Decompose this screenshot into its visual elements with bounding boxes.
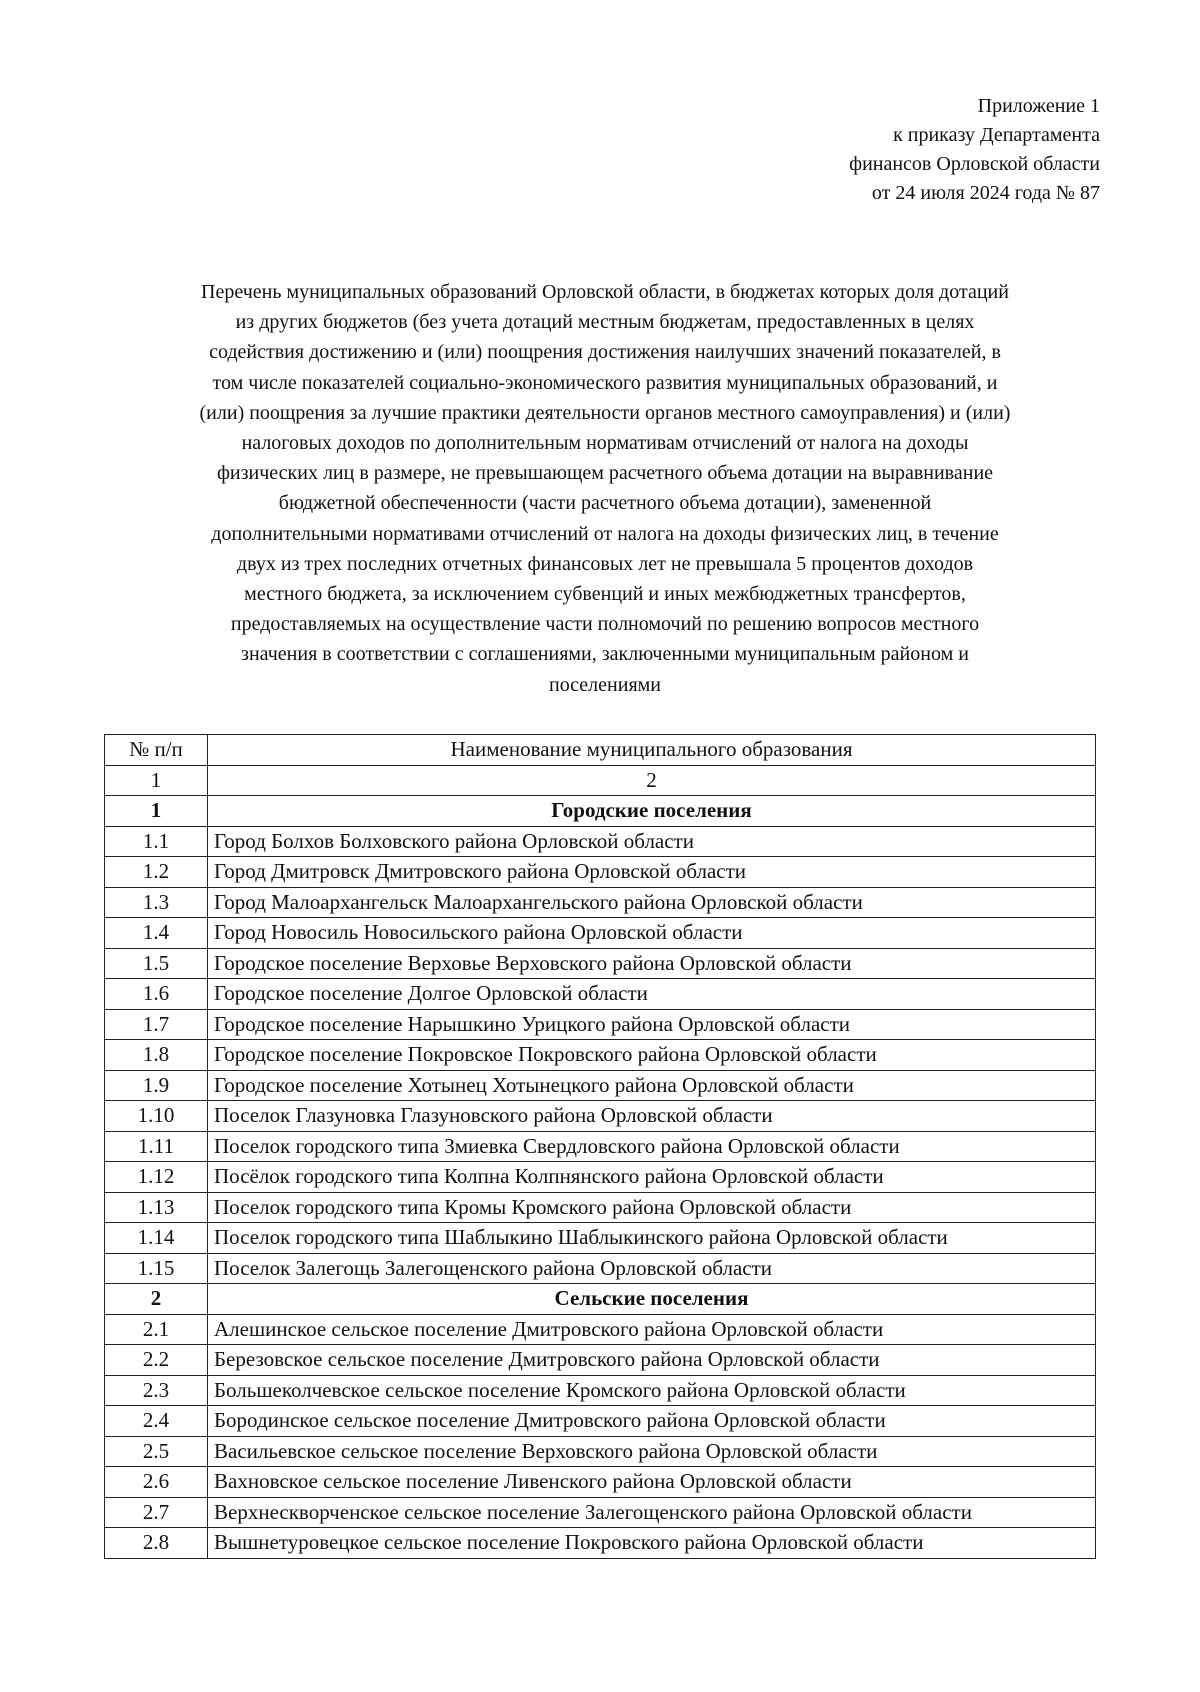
table-row bbox=[105, 1406, 1096, 1437]
row-num: 2.3 bbox=[105, 1375, 208, 1406]
row-name: Вахновское сельское поселение Ливенского района Орловской области bbox=[208, 1467, 1096, 1498]
row-num: 1.15 bbox=[105, 1253, 208, 1284]
table-row bbox=[105, 1040, 1096, 1071]
row-name: Городское поселение Нарышкино Урицкого района Орловской области bbox=[208, 1009, 1096, 1040]
row-name: Березовское сельское поселение Дмитровского района Орловской области bbox=[208, 1345, 1096, 1376]
row-num: 1.11 bbox=[105, 1131, 208, 1162]
row-name: Городское поселение Долгое Орловской области bbox=[208, 979, 1096, 1010]
row-name: Васильевское сельское поселение Верховского района Орловской области bbox=[208, 1436, 1096, 1467]
section-row-rural bbox=[105, 1284, 1096, 1315]
table-row bbox=[105, 1467, 1096, 1498]
table-row bbox=[105, 1223, 1096, 1254]
row-name: Бородинское сельское поселение Дмитровского района Орловской области bbox=[208, 1406, 1096, 1437]
title-line: содействия достижению и (или) поощрения достижения наилучших значений показателей, в bbox=[209, 341, 1001, 364]
row-name: Большеколчевское сельское поселение Кромского района Орловской области bbox=[208, 1375, 1096, 1406]
title-line: предоставляемых на осуществление части полномочий по решению вопросов местного bbox=[230, 613, 980, 636]
row-num: 2.1 bbox=[105, 1314, 208, 1345]
row-name: Город Новосиль Новосильского района Орловской области bbox=[208, 918, 1096, 949]
row-num: 1.2 bbox=[105, 857, 208, 888]
row-name: Поселок Глазуновка Глазуновского района Орловской области bbox=[208, 1101, 1096, 1132]
table-header-row bbox=[105, 735, 1096, 766]
table-row bbox=[105, 1070, 1096, 1101]
header-num-cell: № п/п bbox=[105, 735, 208, 766]
row-name: Алешинское сельское поселение Дмитровского района Орловской области bbox=[208, 1314, 1096, 1345]
table-row bbox=[105, 826, 1096, 857]
section-num: 1 bbox=[105, 796, 208, 827]
section-title: Сельские поселения bbox=[208, 1284, 1096, 1315]
row-num: 1.8 bbox=[105, 1040, 208, 1071]
column-number-cell: 1 bbox=[105, 765, 208, 796]
row-name: Верхнескворченское сельское поселение Залегощенского района Орловской области bbox=[208, 1497, 1096, 1528]
row-num: 2.6 bbox=[105, 1467, 208, 1498]
title-line: физических лиц в размере, не превышающем расчетного объема дотации на выравнивание bbox=[216, 462, 994, 485]
appendix-line: от 24 июля 2024 года № 87 bbox=[871, 182, 1100, 204]
table-row bbox=[105, 1436, 1096, 1467]
section-row-urban bbox=[105, 796, 1096, 827]
row-num: 1.5 bbox=[105, 948, 208, 979]
title-line: двух из трех последних отчетных финансовых лет не превышала 5 процентов доходов bbox=[236, 552, 974, 575]
row-name: Городское поселение Хотынец Хотынецкого района Орловской области bbox=[208, 1070, 1096, 1101]
row-name: Город Дмитровск Дмитровского района Орловской области bbox=[208, 857, 1096, 888]
row-name: Поселок городского типа Змиевка Свердловского района Орловской области bbox=[208, 1131, 1096, 1162]
table-row bbox=[105, 1253, 1096, 1284]
row-name: Городское поселение Покровское Покровского района Орловской области bbox=[208, 1040, 1096, 1071]
appendix-header bbox=[849, 92, 1100, 208]
table-row bbox=[105, 1009, 1096, 1040]
table-row bbox=[105, 1375, 1096, 1406]
title-line: Перечень муниципальных образований Орловской области, в бюджетах которых доля дотаций bbox=[201, 281, 1009, 303]
table-row bbox=[105, 1131, 1096, 1162]
row-name: Посёлок городского типа Колпна Колпнянского района Орловской области bbox=[208, 1162, 1096, 1193]
municipalities-table bbox=[104, 734, 1096, 1559]
table-row bbox=[105, 1101, 1096, 1132]
table-row bbox=[105, 1345, 1096, 1376]
row-name: Вышнетуровецкое сельское поселение Покровского района Орловской области bbox=[208, 1528, 1096, 1559]
row-name: Поселок городского типа Кромы Кромского района Орловской области bbox=[208, 1192, 1096, 1223]
column-number-row bbox=[105, 765, 1096, 796]
title-line: том числе показателей социально-экономического развития муниципальных образований, и bbox=[212, 371, 998, 394]
row-num: 1.14 bbox=[105, 1223, 208, 1254]
row-num: 1.10 bbox=[105, 1101, 208, 1132]
title-line: значения в соответствии с соглашениями, заключенными муниципальным районом и bbox=[241, 643, 969, 666]
title-line: налоговых доходов по дополнительным нормативам отчислений от налога на доходы bbox=[241, 432, 969, 455]
document-title bbox=[112, 277, 1098, 700]
row-num: 1.4 bbox=[105, 918, 208, 949]
table-row bbox=[105, 948, 1096, 979]
row-num: 2.5 bbox=[105, 1436, 208, 1467]
row-num: 2.4 bbox=[105, 1406, 208, 1437]
row-num: 1.6 bbox=[105, 979, 208, 1010]
row-num: 1.1 bbox=[105, 826, 208, 857]
row-num: 2.8 bbox=[105, 1528, 208, 1559]
table-row bbox=[105, 1162, 1096, 1193]
row-num: 2.2 bbox=[105, 1345, 208, 1376]
row-num: 1.13 bbox=[105, 1192, 208, 1223]
section-title: Городские поселения bbox=[208, 796, 1096, 827]
appendix-line: к приказу Департамента bbox=[893, 124, 1100, 146]
appendix-line: финансов Орловской области bbox=[849, 153, 1100, 175]
section-num: 2 bbox=[105, 1284, 208, 1315]
table-row bbox=[105, 1528, 1096, 1559]
row-num: 1.3 bbox=[105, 887, 208, 918]
title-line: местного бюджета, за исключением субвенций и иных межбюджетных трансфертов, bbox=[244, 583, 966, 606]
title-line: бюджетной обеспеченности (части расчетного объема дотации), замененной bbox=[278, 492, 932, 515]
table-row bbox=[105, 979, 1096, 1010]
table-row bbox=[105, 857, 1096, 888]
row-name: Городское поселение Верховье Верховского района Орловской области bbox=[208, 948, 1096, 979]
title-line: (или) поощрения за лучшие практики деятельности органов местного самоуправления) и (или) bbox=[199, 401, 1011, 424]
row-num: 1.7 bbox=[105, 1009, 208, 1040]
header-name-cell: Наименование муниципального образования bbox=[208, 735, 1096, 766]
row-num: 1.9 bbox=[105, 1070, 208, 1101]
table-row bbox=[105, 1497, 1096, 1528]
row-num: 1.12 bbox=[105, 1162, 208, 1193]
appendix-line: Приложение 1 bbox=[977, 95, 1100, 117]
column-number-cell: 2 bbox=[208, 765, 1096, 796]
row-name: Поселок городского типа Шаблыкино Шаблыкинского района Орловской области bbox=[208, 1223, 1096, 1254]
row-num: 2.7 bbox=[105, 1497, 208, 1528]
row-name: Город Болхов Болховского района Орловской области bbox=[208, 826, 1096, 857]
table-row bbox=[105, 918, 1096, 949]
table-row bbox=[105, 887, 1096, 918]
title-line: дополнительными нормативами отчислений от налога на доходы физических лиц, в течение bbox=[211, 522, 999, 545]
row-name: Город Малоархангельск Малоархангельского района Орловской области bbox=[208, 887, 1096, 918]
title-line: из других бюджетов (без учета дотаций местным бюджетам, предоставленных в целях bbox=[235, 311, 975, 334]
row-name: Поселок Залегощь Залегощенского района Орловской области bbox=[208, 1253, 1096, 1284]
title-line: поселениями bbox=[548, 673, 662, 696]
table-row bbox=[105, 1314, 1096, 1345]
table-row bbox=[105, 1192, 1096, 1223]
